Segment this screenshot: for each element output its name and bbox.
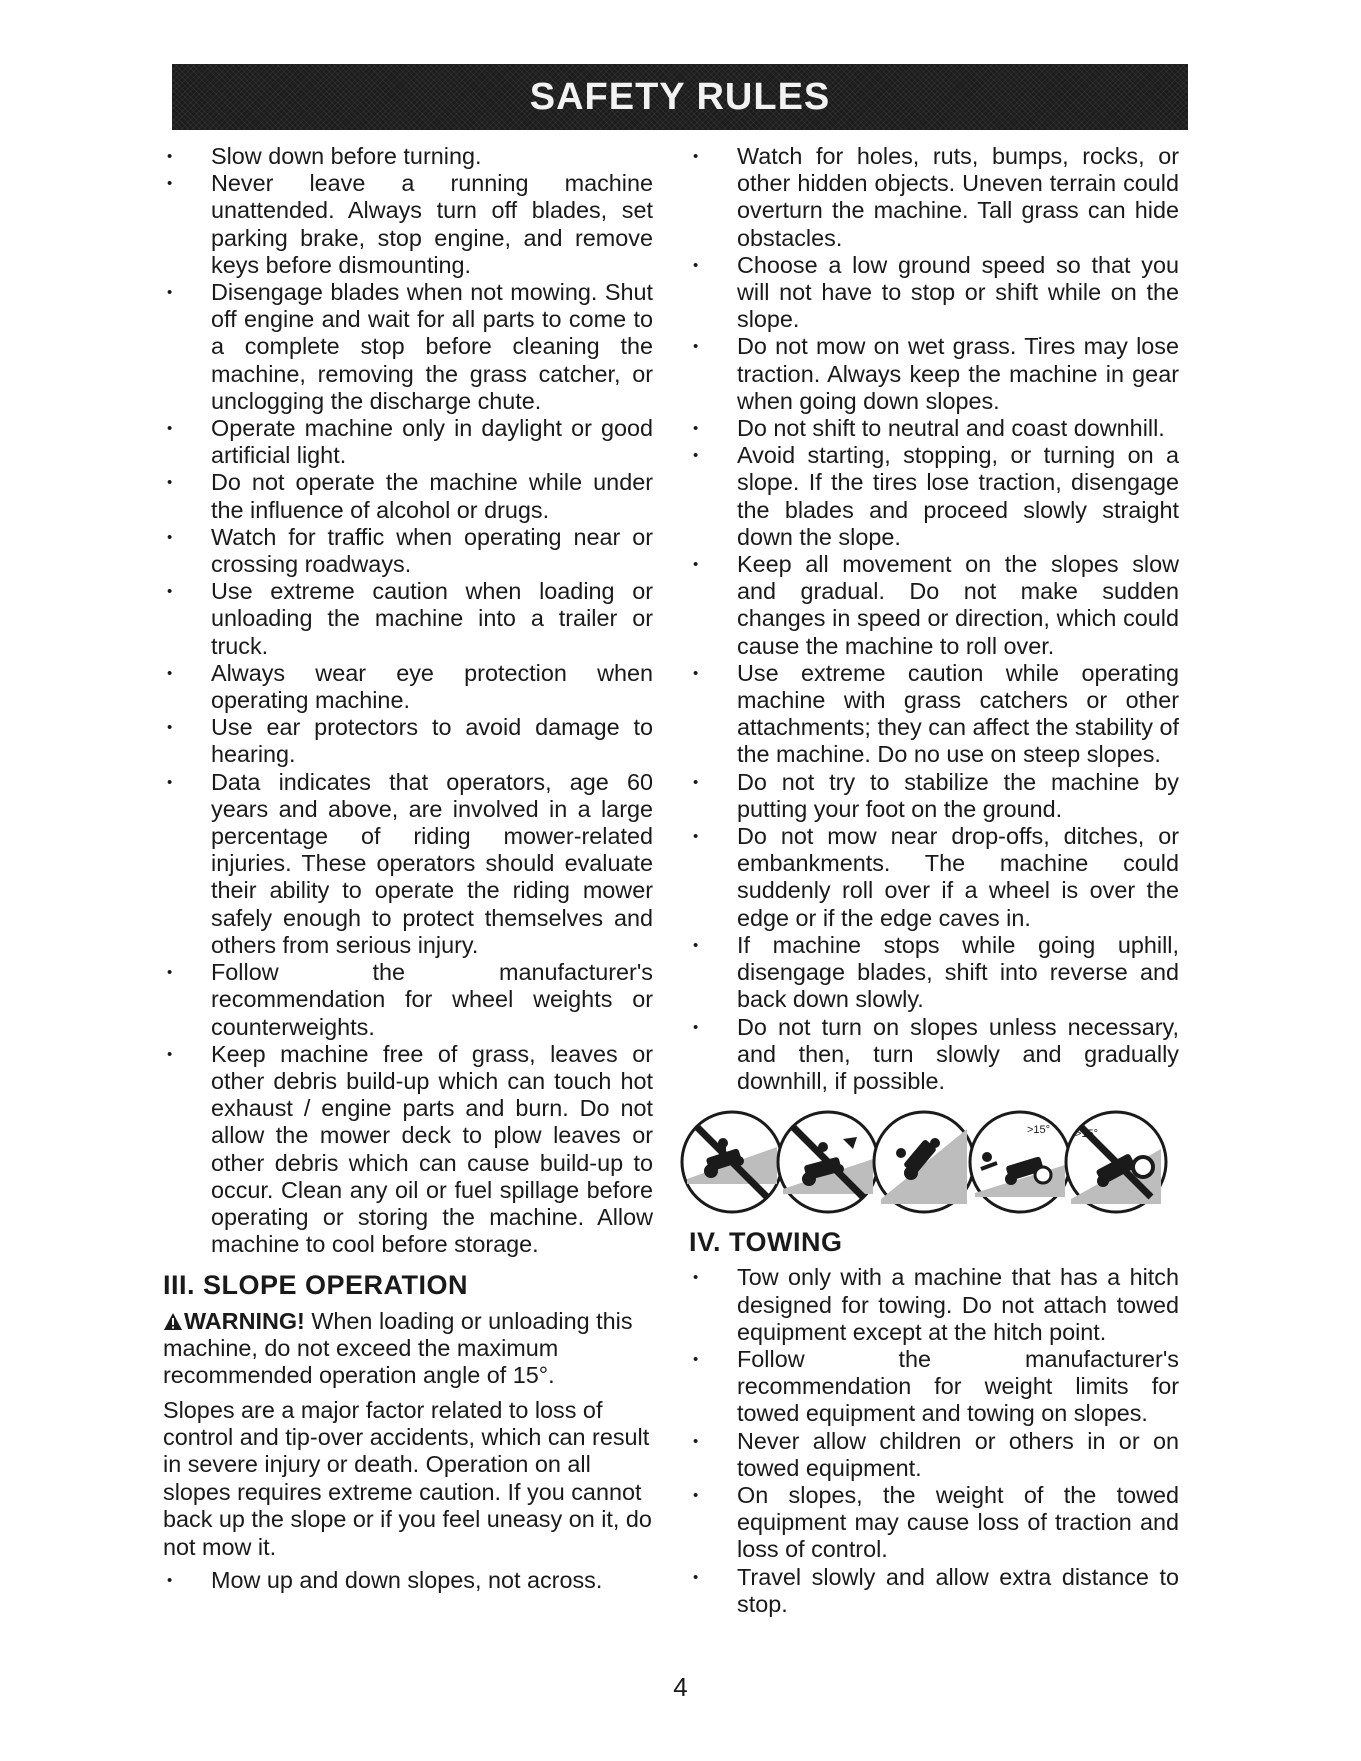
slope-paragraph: Slopes are a major factor related to loss of control and tip-over accidents, which can result in severe injury or death. Operation on all slopes requires extreme caution. If you cannot back up the slope or if you feel uneasy on it, do not mow it. — [163, 1396, 652, 1560]
list-item: • Tow only with a machine that has a hitch designed for towing. Do not attach towed equipment except at the hitch point. — [689, 1264, 1179, 1346]
list-item: • Follow the manufacturer's recommendation for wheel weights or counterweights. — [163, 959, 653, 1041]
list-item: • Do not shift to neutral and coast downhill. — [689, 415, 1179, 442]
towing-heading: IV. TOWING — [689, 1227, 843, 1258]
list-item: • Watch for holes, ruts, bumps, rocks, or other hidden objects. Uneven terrain could overturn the machine. Tall grass can hide obstacles. — [689, 143, 1179, 252]
list-item: • Watch for traffic when operating near or crossing roadways. — [163, 524, 653, 578]
list-item: • Keep all movement on the slopes slow and gradual. Do not make sudden changes in speed or direction, which could cause the machine to roll over. — [689, 551, 1179, 660]
list-item: • On slopes, the weight of the towed equipment may cause loss of traction and loss of control. — [689, 1482, 1179, 1564]
safety-rules-list — [163, 143, 653, 1258]
no-turning-on-slope-icon — [775, 1109, 881, 1215]
slope-rules-list — [163, 1567, 653, 1594]
list-item: • If machine stops while going uphill, disengage blades, shift into reverse and back down slowly. — [689, 932, 1179, 1014]
slope-operation-heading: III. SLOPE OPERATION — [163, 1270, 469, 1301]
list-item: • Always wear eye protection when operating machine. — [163, 660, 653, 714]
list-item: • Operate machine only in daylight or good artificial light. — [163, 415, 653, 469]
warning-text: When loading or unloading this machine, do not exceed the maximum recommended operation angle of 15°. — [163, 1307, 633, 1388]
angle-label: >15° — [1075, 1128, 1099, 1141]
list-item: • Never allow children or others in or on towed equipment. — [689, 1428, 1179, 1482]
angle-label: >15° — [1027, 1124, 1051, 1137]
list-item: • Slow down before turning. — [163, 143, 653, 170]
list-item: • Travel slowly and allow extra distance to stop. — [689, 1564, 1179, 1618]
warning-paragraph — [163, 1308, 653, 1389]
page-number: 4 — [673, 1672, 688, 1702]
list-item: • Use extreme caution while operating machine with grass catchers or other attachments; they can affect the stability of the machine. Do no use on steep slopes. — [689, 660, 1179, 769]
slope-safety-icons — [679, 1109, 1179, 1215]
warning-triangle-icon — [163, 1312, 183, 1331]
list-item: • Do not try to stabilize the machine by putting your foot on the ground. — [689, 769, 1179, 823]
rollover-hazard-icon — [871, 1109, 977, 1215]
list-item: • Avoid starting, stopping, or turning on a slope. If the tires lose traction, disengage the blades and proceed slowly straight down the slope. — [689, 442, 1179, 551]
list-item: • Choose a low ground speed so that you will not have to stop or shift while on the slope. — [689, 252, 1179, 334]
list-item: • Keep machine free of grass, leaves or other debris build-up which can touch hot exhaust / engine parts and burn. Do not allow the mower deck to plow leaves or other debris which can cause build-up to occur. Clean any oil or fuel spillage before operating or storing the machine. Allow machine to cool before storage. — [163, 1041, 653, 1259]
list-item: • Do not mow near drop-offs, ditches, or embankments. The machine could suddenly roll over if a wheel is over the edge or if the edge caves in. — [689, 823, 1179, 932]
list-item: • Data indicates that operators, age 60 years and above, are involved in a large percentage of riding mower-related injuries. These operators should evaluate their ability to operate the riding mower safely enough to protect themselves and others from serious injury. — [163, 769, 653, 959]
right-column — [689, 143, 1179, 1618]
list-item: • Use extreme caution when loading or unloading the machine into a trailer or truck. — [163, 578, 653, 660]
warning-label: WARNING! — [184, 1307, 305, 1334]
safety-rules-banner — [172, 64, 1188, 130]
no-steep-slope-icon — [1063, 1109, 1169, 1215]
no-mowing-across-slope-icon — [679, 1109, 785, 1215]
list-item: • Follow the manufacturer's recommendation for weight limits for towed equipment and towing on slopes. — [689, 1346, 1179, 1428]
list-item: • Do not operate the machine while under the influence of alcohol or drugs. — [163, 469, 653, 523]
page-title: SAFETY RULES — [529, 75, 831, 118]
list-item: • Disengage blades when not mowing. Shut off engine and wait for all parts to come to a complete stop before cleaning the machine, removing the grass catcher, or unclogging the discharge chute. — [163, 279, 653, 415]
list-item: • Never leave a running machine unattended. Always turn off blades, set parking brake, stop engine, and remove keys before dismounting. — [163, 170, 653, 279]
list-item: • Do not turn on slopes unless necessary, and then, turn slowly and gradually downhill, if possible. — [689, 1014, 1179, 1096]
list-item: • Mow up and down slopes, not across. — [163, 1567, 653, 1594]
left-column — [163, 143, 653, 1594]
towing-rules-list — [689, 1264, 1179, 1618]
slope-safety-list — [689, 143, 1179, 1095]
list-item: • Do not mow on wet grass. Tires may lose traction. Always keep the machine in gear when going down slopes. — [689, 333, 1179, 415]
list-item: • Use ear protectors to avoid damage to hearing. — [163, 714, 653, 768]
slope-angle-warning-icon — [967, 1109, 1073, 1215]
